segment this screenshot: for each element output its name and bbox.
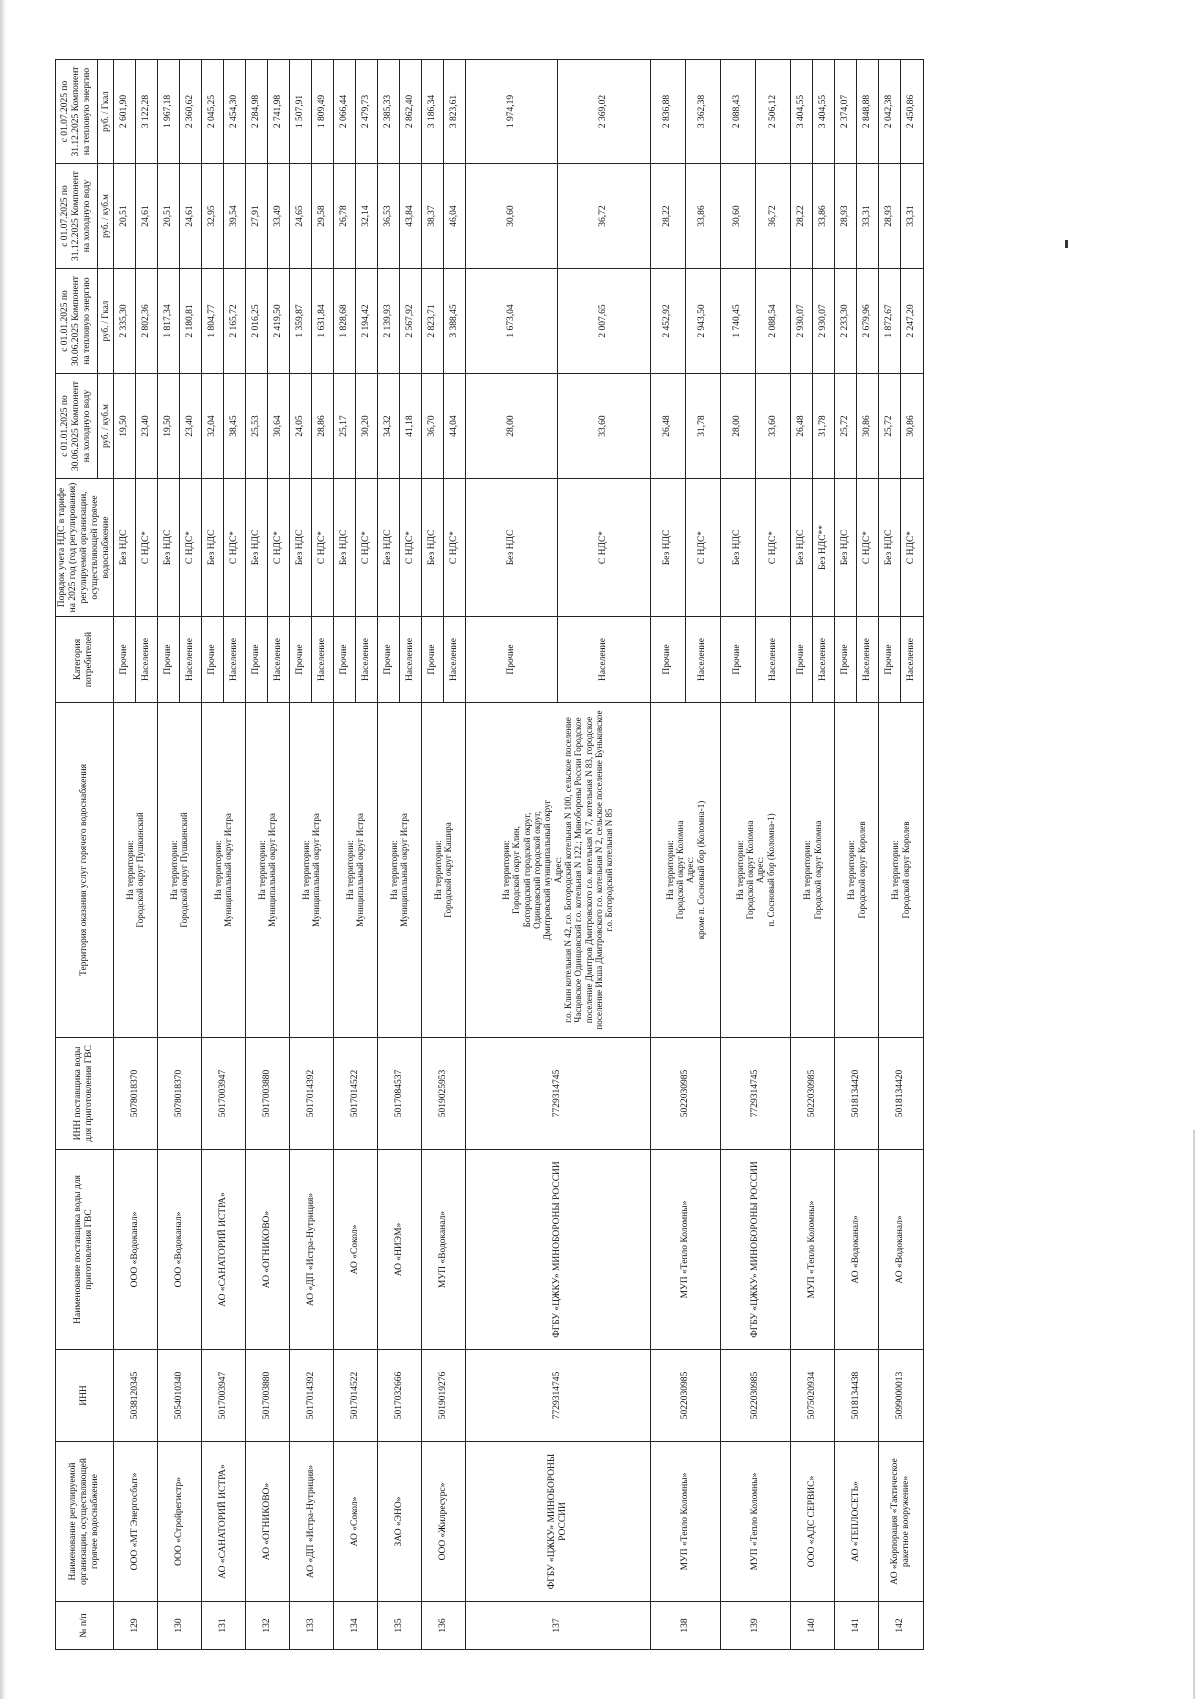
heat-energy-h2: 1 809,49: [311, 60, 333, 164]
heat-energy-h2: 2 374,07: [835, 60, 857, 164]
heat-energy-h1: 2 016,25: [245, 269, 267, 374]
header-inn: ИНН: [56, 1350, 114, 1442]
consumer-category: Прочие: [245, 617, 267, 703]
cold-water-h2: 39,54: [223, 164, 245, 269]
table-row: [333, 60, 355, 1650]
supplier-inn: 7729314745: [720, 1038, 790, 1150]
vat-mode: С НДС*: [685, 479, 720, 617]
heat-energy-h2: 1 967,18: [157, 60, 179, 164]
consumer-category: Прочие: [421, 617, 443, 703]
org-inn: 5018134438: [835, 1350, 879, 1442]
supplier-name: МУП «Тепло Коломны»: [791, 1150, 835, 1350]
heat-energy-h1: 2 567,92: [399, 269, 421, 374]
vat-mode: С НДС*: [135, 479, 157, 617]
header-p1-heat: с 01.01.2025 по 30.06.2025 Компонент на тепловую энергию: [56, 269, 98, 374]
consumer-category: Прочие: [791, 617, 813, 703]
territory: На территории: Муниципальный округ Истра: [289, 703, 333, 1038]
header-num: № п/п: [56, 1602, 114, 1650]
vat-mode: Без НДС: [157, 479, 179, 617]
consumer-category: Прочие: [157, 617, 179, 703]
rotated-page: [55, 60, 915, 1650]
heat-energy-h2: 2 454,30: [223, 60, 245, 164]
table-row: [720, 60, 755, 1650]
row-number: 134: [333, 1602, 377, 1650]
cold-water-h2: 30,60: [465, 164, 557, 269]
supplier-inn: 5078018370: [113, 1038, 157, 1150]
heat-energy-h2: 3 362,38: [685, 60, 720, 164]
unit-cold: руб. / куб.м: [97, 164, 113, 269]
territory: На территории: Муниципальный округ Истра: [245, 703, 289, 1038]
cold-water-h1: 19,50: [113, 374, 135, 479]
heat-energy-h1: 2 930,07: [813, 269, 835, 374]
row-number: 138: [650, 1602, 720, 1650]
vat-mode: Без НДС: [333, 479, 355, 617]
cold-water-h2: 24,61: [179, 164, 201, 269]
supplier-name: АО «Сокол»: [333, 1150, 377, 1350]
heat-energy-h1: 1 673,04: [465, 269, 557, 374]
vat-mode: Без НДС: [650, 479, 685, 617]
cold-water-h1: 34,32: [377, 374, 399, 479]
cold-water-h2: 32,95: [201, 164, 223, 269]
org-name: АО «Сокол»: [333, 1442, 377, 1602]
consumer-category: Население: [355, 617, 377, 703]
heat-energy-h2: 3 122,28: [135, 60, 157, 164]
territory: На территории: Городской округ Пушкинский: [113, 703, 157, 1038]
row-number: 137: [465, 1602, 650, 1650]
heat-energy-h2: 3 186,34: [421, 60, 443, 164]
heat-energy-h2: 1 507,91: [289, 60, 311, 164]
consumer-category: Население: [685, 617, 720, 703]
cold-water-h2: 24,65: [289, 164, 311, 269]
supplier-name: АО «САНАТОРИЙ ИСТРА»: [201, 1150, 245, 1350]
cold-water-h1: 33,60: [755, 374, 790, 479]
heat-energy-h1: 1 828,68: [333, 269, 355, 374]
territory: На территории: Городской округ Коломна Адрес: кроме п. Сосновый бор (Коломна-1): [650, 703, 720, 1038]
vat-mode: С НДС*: [267, 479, 289, 617]
heat-energy-h2: 2 601,90: [113, 60, 135, 164]
heat-energy-h2: 2 369,02: [558, 60, 650, 164]
vat-mode: Без НДС: [879, 479, 901, 617]
supplier-inn: 5019025953: [421, 1038, 465, 1150]
consumer-category: Прочие: [465, 617, 557, 703]
org-name: АО «ДП «Истра-Нутриция»: [289, 1442, 333, 1602]
table-row: [835, 60, 857, 1650]
heat-energy-h1: 2 419,50: [267, 269, 289, 374]
supplier-inn: 5022030985: [791, 1038, 835, 1150]
cold-water-h1: 25,72: [879, 374, 901, 479]
cold-water-h1: 31,78: [685, 374, 720, 479]
row-number: 131: [201, 1602, 245, 1650]
org-inn: 5038120345: [113, 1350, 157, 1442]
consumer-category: Прочие: [377, 617, 399, 703]
cold-water-h1: 31,78: [813, 374, 835, 479]
table-row: [377, 60, 399, 1650]
cold-water-h1: 26,48: [650, 374, 685, 479]
heat-energy-h2: 3 404,55: [813, 60, 835, 164]
heat-energy-h2: 2 385,33: [377, 60, 399, 164]
supplier-inn: 5017084537: [377, 1038, 421, 1150]
heat-energy-h1: 2 165,72: [223, 269, 245, 374]
vat-mode: Без НДС: [720, 479, 755, 617]
cold-water-h2: 33,31: [857, 164, 879, 269]
row-number: 135: [377, 1602, 421, 1650]
cold-water-h1: 23,40: [179, 374, 201, 479]
vat-mode: Без НДС: [289, 479, 311, 617]
cold-water-h2: 43,84: [399, 164, 421, 269]
vat-mode: С НДС*: [901, 479, 923, 617]
consumer-category: Прочие: [879, 617, 901, 703]
table-row: [289, 60, 311, 1650]
table-row: [245, 60, 267, 1650]
heat-energy-h1: 2 930,07: [791, 269, 813, 374]
heat-energy-h2: 2 741,98: [267, 60, 289, 164]
row-number: 142: [879, 1602, 923, 1650]
territory: На территории: Городской округ Клин, Богородский городской округ, Одинцовский городской округ, Дмитровский муниципальный округ Адрес: г.о. Клин котельная N 42, г.о. Богородский котельная N 100, сельское поселение Часцовское Одинцовский г.о. котельная N 122.; Минобороны России Городское поселение Дмитров Дмитровского г.о. котельная N 7, котельная N 83, городское поселение Икша Дмитровского г.о. котельная N 2, сельское поселение Буньковское г.о. Богородский котельная N 85: [465, 703, 650, 1038]
heat-energy-h1: 2 679,96: [857, 269, 879, 374]
heat-energy-h1: 1 631,84: [311, 269, 333, 374]
heat-energy-h2: 2 042,38: [879, 60, 901, 164]
table-row: [157, 60, 179, 1650]
territory: На территории: Муниципальный округ Истра: [333, 703, 377, 1038]
supplier-name: АО «Водоканал»: [879, 1150, 923, 1350]
heat-energy-h2: 2 088,43: [720, 60, 755, 164]
vat-mode: Без НДС: [201, 479, 223, 617]
supplier-name: АО «НИЭМ»: [377, 1150, 421, 1350]
cold-water-h2: 36,53: [377, 164, 399, 269]
cold-water-h1: 25,72: [835, 374, 857, 479]
org-name: ООО «Жилресурс»: [421, 1442, 465, 1602]
table-body: [113, 60, 923, 1650]
consumer-category: Население: [857, 617, 879, 703]
cold-water-h1: 33,60: [558, 374, 650, 479]
supplier-name: МУП «Тепло Коломны»: [650, 1150, 720, 1350]
row-number: 136: [421, 1602, 465, 1650]
heat-energy-h1: 1 817,34: [157, 269, 179, 374]
consumer-category: Население: [443, 617, 465, 703]
supplier-name: АО «Водоканал»: [835, 1150, 879, 1350]
cold-water-h2: 46,04: [443, 164, 465, 269]
org-inn: 5099000013: [879, 1350, 923, 1442]
heat-energy-h2: 2 862,40: [399, 60, 421, 164]
table-row: [201, 60, 223, 1650]
heat-energy-h2: 2 836,88: [650, 60, 685, 164]
cold-water-h2: 33,86: [685, 164, 720, 269]
cold-water-h1: 19,50: [157, 374, 179, 479]
territory: На территории: Городской округ Кашира: [421, 703, 465, 1038]
heat-energy-h1: 2 088,54: [755, 269, 790, 374]
org-name: ООО «Стройрегистр»: [157, 1442, 201, 1602]
scan-artifact: [1065, 240, 1068, 248]
heat-energy-h2: 2 066,44: [333, 60, 355, 164]
vat-mode: Без НДС: [245, 479, 267, 617]
heat-energy-h2: 3 823,61: [443, 60, 465, 164]
table-row: [421, 60, 443, 1650]
vat-mode: С НДС*: [355, 479, 377, 617]
org-inn: 5017014392: [289, 1350, 333, 1442]
cold-water-h1: 25,17: [333, 374, 355, 479]
org-name: АО «ОГНИКОВО»: [245, 1442, 289, 1602]
heat-energy-h2: 2 848,88: [857, 60, 879, 164]
territory: На территории: Муниципальный округ Истра: [201, 703, 245, 1038]
heat-energy-h1: 1 359,87: [289, 269, 311, 374]
table-row: [113, 60, 135, 1650]
consumer-category: Население: [179, 617, 201, 703]
heat-energy-h2: 2 506,12: [755, 60, 790, 164]
supplier-inn: 5022030985: [650, 1038, 720, 1150]
row-number: 141: [835, 1602, 879, 1650]
header-territory: Территория оказания услуг горячего водоснабжения: [56, 703, 114, 1038]
territory: На территории: Городской округ Королев: [835, 703, 879, 1038]
vat-mode: С НДС*: [443, 479, 465, 617]
territory: На территории: Городской округ Коломна: [791, 703, 835, 1038]
org-name: ООО «АДС СЕРВИС»: [791, 1442, 835, 1602]
cold-water-h1: 30,20: [355, 374, 377, 479]
cold-water-h1: 26,48: [791, 374, 813, 479]
cold-water-h1: 32,04: [201, 374, 223, 479]
table-row: [791, 60, 813, 1650]
vat-mode: С НДС*: [755, 479, 790, 617]
vat-mode: С НДС*: [399, 479, 421, 617]
header-org: Наименование регулируемой организации, осуществляющей горячее водоснабжение: [56, 1442, 114, 1602]
org-name: МУП «Тепло Коломны»: [720, 1442, 790, 1602]
org-inn: 5022030985: [720, 1350, 790, 1442]
header-p1-cold: с 01.01.2025 по 30.06.2025 Компонент на холодную воду: [56, 374, 98, 479]
header-supplier-inn: ИНН поставщика воды для приготовления ГВС: [56, 1038, 114, 1150]
heat-energy-h1: 2 139,93: [377, 269, 399, 374]
heat-energy-h1: 2 943,50: [685, 269, 720, 374]
org-name: МУП «Тепло Коломны»: [650, 1442, 720, 1602]
heat-energy-h2: 2 284,98: [245, 60, 267, 164]
vat-mode: Без НДС: [113, 479, 135, 617]
scan-edge: [1193, 1130, 1195, 1699]
row-number: 139: [720, 1602, 790, 1650]
cold-water-h2: 30,60: [720, 164, 755, 269]
heat-energy-h1: 2 233,30: [835, 269, 857, 374]
supplier-inn: 5017014522: [333, 1038, 377, 1150]
consumer-category: Население: [901, 617, 923, 703]
heat-energy-h1: 2 452,92: [650, 269, 685, 374]
consumer-category: Прочие: [835, 617, 857, 703]
unit-heat: руб. / Гкал: [97, 60, 113, 164]
supplier-inn: 5078018370: [157, 1038, 201, 1150]
consumer-category: Прочие: [201, 617, 223, 703]
heat-energy-h1: 2 335,30: [113, 269, 135, 374]
org-inn: 5054010340: [157, 1350, 201, 1442]
header-vat: Порядок учета НДС в тарифе на 2025 год (год регулирования) регулируемой организации, осуществляющей горячее водоснабжение: [56, 479, 114, 617]
heat-energy-h1: 1 804,77: [201, 269, 223, 374]
header-category: Категория потребителей: [56, 617, 114, 703]
cold-water-h1: 25,53: [245, 374, 267, 479]
cold-water-h1: 30,86: [857, 374, 879, 479]
cold-water-h2: 27,91: [245, 164, 267, 269]
cold-water-h1: 38,45: [223, 374, 245, 479]
consumer-category: Прочие: [289, 617, 311, 703]
supplier-inn: 5018134420: [879, 1038, 923, 1150]
heat-energy-h1: 2 194,42: [355, 269, 377, 374]
cold-water-h2: 38,37: [421, 164, 443, 269]
heat-energy-h1: 2 802,36: [135, 269, 157, 374]
vat-mode: Без НДС: [835, 479, 857, 617]
cold-water-h2: 24,61: [135, 164, 157, 269]
consumer-category: Население: [399, 617, 421, 703]
org-inn: 5019019276: [421, 1350, 465, 1442]
cold-water-h2: 33,49: [267, 164, 289, 269]
consumer-category: Прочие: [333, 617, 355, 703]
heat-energy-h1: 1 872,67: [879, 269, 901, 374]
cold-water-h1: 28,00: [720, 374, 755, 479]
cold-water-h2: 33,86: [813, 164, 835, 269]
cold-water-h1: 44,04: [443, 374, 465, 479]
cold-water-h2: 36,72: [755, 164, 790, 269]
vat-mode: Без НДС: [465, 479, 557, 617]
territory: На территории: Городской округ Пушкинский: [157, 703, 201, 1038]
org-name: ЗАО «ЭНО»: [377, 1442, 421, 1602]
consumer-category: Население: [813, 617, 835, 703]
vat-mode: Без НДС: [791, 479, 813, 617]
consumer-category: Население: [311, 617, 333, 703]
heat-energy-h1: 1 740,45: [720, 269, 755, 374]
header-p2-heat: с 01.07.2025 по 31.12.2025 Компонент на тепловую энергию: [56, 60, 98, 164]
consumer-category: Население: [558, 617, 650, 703]
consumer-category: Население: [135, 617, 157, 703]
supplier-name: ФГБУ «ЦЖКУ» МИНОБОРОНЫ РОССИИ: [720, 1150, 790, 1350]
org-name: АО «САНАТОРИЙ ИСТРА»: [201, 1442, 245, 1602]
org-name: АО «ТЕПЛОСЕТЬ»: [835, 1442, 879, 1602]
cold-water-h2: 29,58: [311, 164, 333, 269]
heat-energy-h2: 3 404,55: [791, 60, 813, 164]
supplier-name: АО «ДП «Истра-Нутриция»: [289, 1150, 333, 1350]
org-inn: 5017014522: [333, 1350, 377, 1442]
vat-mode: Без НДС: [377, 479, 399, 617]
cold-water-h2: 26,78: [333, 164, 355, 269]
header-supplier: Наименование поставщика воды для приготовления ГВС: [56, 1150, 114, 1350]
supplier-name: ООО «Водоканал»: [113, 1150, 157, 1350]
cold-water-h1: 28,00: [465, 374, 557, 479]
cold-water-h1: 41,18: [399, 374, 421, 479]
supplier-name: ООО «Водоканал»: [157, 1150, 201, 1350]
supplier-inn: 5017003880: [245, 1038, 289, 1150]
supplier-inn: 7729314745: [465, 1038, 650, 1150]
territory: На территории: Городской округ Коломна Адрес: п. Сосновый бор (Коломна-1): [720, 703, 790, 1038]
consumer-category: Население: [223, 617, 245, 703]
vat-mode: Без НДС**: [813, 479, 835, 617]
cold-water-h1: 30,64: [267, 374, 289, 479]
heat-energy-h1: 2 180,81: [179, 269, 201, 374]
scan-edge: [0, 0, 6, 1699]
vat-mode: С НДС*: [558, 479, 650, 617]
heat-energy-h2: 2 479,73: [355, 60, 377, 164]
org-inn: 5017032666: [377, 1350, 421, 1442]
consumer-category: Население: [267, 617, 289, 703]
heat-energy-h2: 1 974,19: [465, 60, 557, 164]
org-name: ФГБУ «ЦЖКУ» МИНОБОРОНЫ РОССИИ: [465, 1442, 650, 1602]
consumer-category: Население: [755, 617, 790, 703]
cold-water-h2: 36,72: [558, 164, 650, 269]
org-inn: 5075020934: [791, 1350, 835, 1442]
org-inn: 5017003947: [201, 1350, 245, 1442]
table-row: [465, 60, 557, 1650]
cold-water-h1: 24,05: [289, 374, 311, 479]
unit-cold: руб. / куб.м: [97, 374, 113, 479]
cold-water-h2: 28,22: [650, 164, 685, 269]
consumer-category: Прочие: [113, 617, 135, 703]
cold-water-h1: 36,70: [421, 374, 443, 479]
org-inn: 5017003880: [245, 1350, 289, 1442]
cold-water-h2: 28,93: [835, 164, 857, 269]
cold-water-h2: 28,22: [791, 164, 813, 269]
cold-water-h2: 33,31: [901, 164, 923, 269]
header-p2-cold: с 01.07.2025 по 31.12.2025 Компонент на холодную воду: [56, 164, 98, 269]
cold-water-h2: 32,14: [355, 164, 377, 269]
heat-energy-h1: 2 007,65: [558, 269, 650, 374]
supplier-name: АО «ОГНИКОВО»: [245, 1150, 289, 1350]
consumer-category: Прочие: [650, 617, 685, 703]
cold-water-h1: 28,86: [311, 374, 333, 479]
vat-mode: С НДС*: [857, 479, 879, 617]
row-number: 140: [791, 1602, 835, 1650]
supplier-name: ФГБУ «ЦЖКУ» МИНОБОРОНЫ РОССИИ: [465, 1150, 650, 1350]
table-row: [650, 60, 685, 1650]
unit-heat: руб. / Гкал: [97, 269, 113, 374]
vat-mode: С НДС*: [311, 479, 333, 617]
cold-water-h2: 28,93: [879, 164, 901, 269]
vat-mode: Без НДС: [421, 479, 443, 617]
territory: На территории: Муниципальный округ Истра: [377, 703, 421, 1038]
cold-water-h2: 20,51: [113, 164, 135, 269]
heat-energy-h1: 2 247,20: [901, 269, 923, 374]
row-number: 132: [245, 1602, 289, 1650]
territory: На территории: Городской округ Королев: [879, 703, 923, 1038]
row-number: 129: [113, 1602, 157, 1650]
supplier-inn: 5017003947: [201, 1038, 245, 1150]
cold-water-h1: 23,40: [135, 374, 157, 479]
tariff-table: [55, 59, 924, 1650]
cold-water-h2: 20,51: [157, 164, 179, 269]
heat-energy-h2: 2 360,62: [179, 60, 201, 164]
heat-energy-h1: 3 388,45: [443, 269, 465, 374]
vat-mode: С НДС*: [223, 479, 245, 617]
heat-energy-h2: 2 450,86: [901, 60, 923, 164]
row-number: 130: [157, 1602, 201, 1650]
supplier-name: МУП «Водоканал»: [421, 1150, 465, 1350]
row-number: 133: [289, 1602, 333, 1650]
vat-mode: С НДС*: [179, 479, 201, 617]
org-name: ООО «МТ Энергосбыт»: [113, 1442, 157, 1602]
heat-energy-h2: 2 045,25: [201, 60, 223, 164]
org-inn: 5022030985: [650, 1350, 720, 1442]
supplier-inn: 5017014392: [289, 1038, 333, 1150]
table-row: [879, 60, 901, 1650]
org-inn: 7729314745: [465, 1350, 650, 1442]
supplier-inn: 5018134420: [835, 1038, 879, 1150]
org-name: АО «Корпорация «Тактическое ракетное вооружение»: [879, 1442, 923, 1602]
consumer-category: Прочие: [720, 617, 755, 703]
cold-water-h1: 30,86: [901, 374, 923, 479]
heat-energy-h1: 2 823,71: [421, 269, 443, 374]
